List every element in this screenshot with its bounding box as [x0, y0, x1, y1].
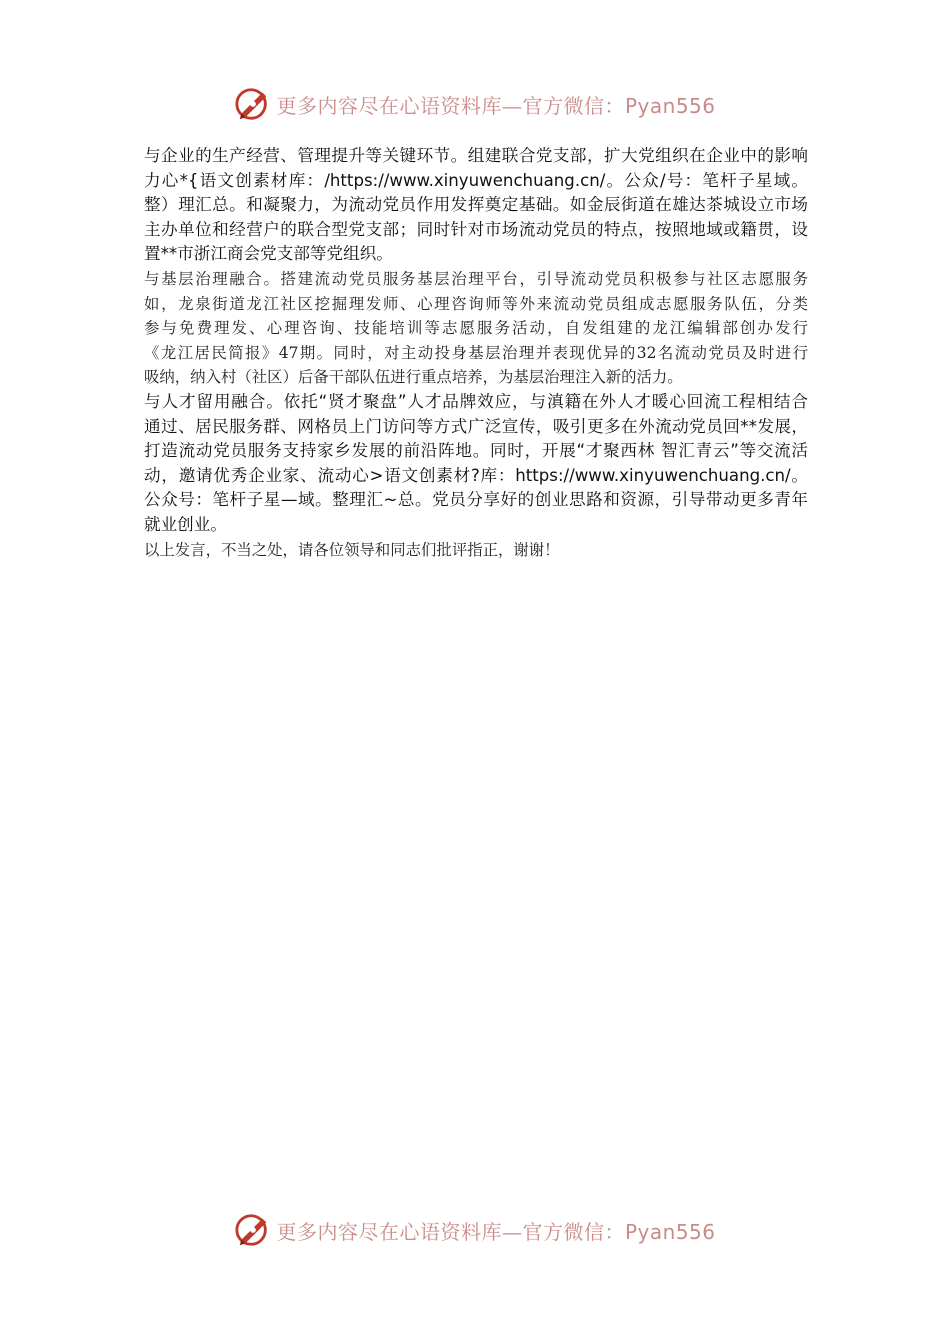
pen-logo-icon: [234, 85, 272, 123]
text-line: 公众号：笔杆子星—域。整理汇~总。党员分享好的创业思路和资源，引导带动更多青年: [144, 490, 808, 510]
header-banner: [0, 82, 950, 126]
text-line: 与企业的生产经营、管理提升等关键环节。组建联合党支部，扩大党组织在企业中的影响: [144, 146, 808, 165]
text-line: 参与免费理发、心理咨询、技能培训等志愿服务活动，自发组建的龙江编辑部创办发行: [144, 319, 808, 338]
pen-logo-icon: [234, 1211, 272, 1249]
text-line: 《龙江居民简报》47期。同时，对主动投身基层治理并表现优异的32名流动党员及时进行: [144, 343, 808, 362]
text-line: 主办单位和经营户的联合型党支部；同时针对市场流动党员的特点，按照地域或籍贯，设: [144, 219, 808, 239]
text-line: 与基层治理融合。搭建流动党员服务基层治理平台，引导流动党员积极参与社区志愿服务: [144, 269, 808, 288]
paragraph-governance: [144, 267, 808, 390]
text-line: 与人才留用融合。依托“贤才聚盘”人才品牌效应，与滇籍在外人才暖心回流工程相结合: [144, 391, 808, 411]
banner-text: [276, 1216, 715, 1245]
paragraph-closing: [144, 538, 808, 563]
banner-text: [276, 90, 715, 119]
text-line: 以上发言，不当之处，请各位领导和同志们批评指正，谢谢！: [144, 540, 560, 559]
paragraph-talent: [144, 390, 808, 538]
footer-banner: [0, 1208, 950, 1252]
paragraph-enterprise: [144, 144, 808, 267]
text-line: 如，龙泉街道龙江社区挖掘理发师、心理咨询师等外来流动党员组成志愿服务队伍，分类: [144, 294, 808, 313]
text-line: 动，邀请优秀企业家、流动心>语文创素材?库：https://www.xinyuwenchuang.cn/。: [144, 465, 808, 485]
document-body: [144, 144, 808, 562]
banner-label: 更多内容尽在心语资料库—官方微信：: [276, 93, 625, 118]
text-line: 力心*{语文创素材库：/https://www.xinyuwenchuang.cn/。公众/号：笔杆子星域。: [144, 170, 808, 190]
text-line: 整）理汇总。和凝聚力，为流动党员作用发挥奠定基础。如金辰街道在雄达茶城设立市场: [144, 195, 808, 215]
text-line: 打造流动党员服务支持家乡发展的前沿阵地。同时，开展“才聚西林 智汇青云”等交流活: [144, 441, 808, 461]
text-line: 置**市浙江商会党支部等党组织。: [144, 244, 393, 264]
text-line: 吸纳，纳入村（社区）后备干部队伍进行重点培养，为基层治理注入新的活力。: [144, 368, 683, 387]
text-line: 通过、居民服务群、网格员上门访问等方式广泛宣传，吸引更多在外流动党员回**发展，: [144, 416, 808, 436]
text-line: 就业创业。: [144, 514, 227, 534]
banner-wechat-id: Pyan556: [624, 93, 716, 118]
banner-label: 更多内容尽在心语资料库—官方微信：: [276, 1219, 625, 1244]
banner-wechat-id: Pyan556: [624, 1219, 716, 1244]
